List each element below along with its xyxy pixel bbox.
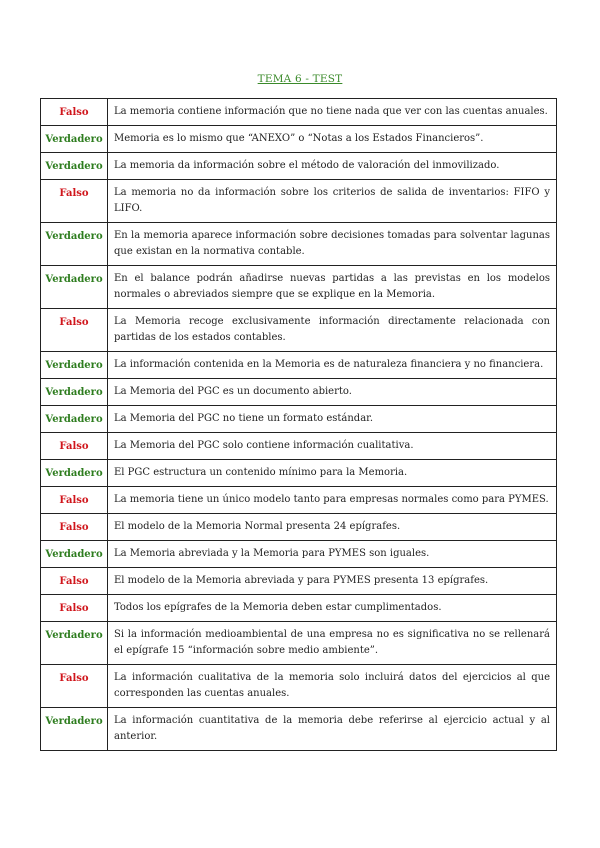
answer-cell: Falso — [41, 180, 108, 223]
statement-cell: El PGC estructura un contenido mínimo para la Memoria. — [108, 460, 557, 487]
statement-cell: La Memoria del PGC solo contiene información cualitativa. — [108, 433, 557, 460]
answer-cell: Falso — [41, 595, 108, 622]
table-row — [41, 595, 557, 622]
answer-cell: Verdadero — [41, 708, 108, 751]
statement-cell: La información cuantitativa de la memoria debe referirse al ejercicio actual y al anterior. — [108, 708, 557, 751]
statement-cell: La Memoria abreviada y la Memoria para PYMES son iguales. — [108, 541, 557, 568]
table-row — [41, 487, 557, 514]
statement-cell: La memoria da información sobre el método de valoración del inmovilizado. — [108, 153, 557, 180]
table-row — [41, 266, 557, 309]
table-row — [41, 708, 557, 751]
table-row — [41, 433, 557, 460]
answer-cell: Verdadero — [41, 223, 108, 266]
answer-cell: Falso — [41, 99, 108, 126]
statement-cell: La información contenida en la Memoria es de naturaleza financiera y no financiera. — [108, 352, 557, 379]
statement-cell: La información cualitativa de la memoria solo incluirá datos del ejercicios al que corresponden las cuentas anuales. — [108, 665, 557, 708]
statement-cell: En la memoria aparece información sobre decisiones tomadas para solventar lagunas que existan en la normativa contable. — [108, 223, 557, 266]
quiz-table-body — [41, 99, 557, 751]
table-row — [41, 223, 557, 266]
answer-cell: Verdadero — [41, 352, 108, 379]
page-title: TEMA 6 - TEST — [257, 73, 343, 85]
statement-cell: Memoria es lo mismo que “ANEXO” o “Notas a los Estados Financieros”. — [108, 126, 557, 153]
table-row — [41, 126, 557, 153]
answer-cell: Verdadero — [41, 153, 108, 180]
statement-cell: Todos los epígrafes de la Memoria deben estar cumplimentados. — [108, 595, 557, 622]
answer-cell: Verdadero — [41, 460, 108, 487]
table-row — [41, 665, 557, 708]
statement-cell: La Memoria del PGC es un documento abierto. — [108, 379, 557, 406]
table-row — [41, 622, 557, 665]
table-row — [41, 541, 557, 568]
answer-cell: Verdadero — [41, 406, 108, 433]
statement-cell: La memoria no da información sobre los criterios de salida de inventarios: FIFO y LIFO. — [108, 180, 557, 223]
answer-cell: Verdadero — [41, 379, 108, 406]
statement-cell: La Memoria del PGC no tiene un formato estándar. — [108, 406, 557, 433]
table-row — [41, 406, 557, 433]
answer-cell: Verdadero — [41, 541, 108, 568]
quiz-table — [40, 98, 557, 751]
table-row — [41, 99, 557, 126]
table-row — [41, 568, 557, 595]
table-row — [41, 180, 557, 223]
answer-cell: Verdadero — [41, 266, 108, 309]
table-row — [41, 379, 557, 406]
table-row — [41, 309, 557, 352]
table-row — [41, 460, 557, 487]
statement-cell: La memoria contiene información que no tiene nada que ver con las cuentas anuales. — [108, 99, 557, 126]
statement-cell: La memoria tiene un único modelo tanto para empresas normales como para PYMES. — [108, 487, 557, 514]
answer-cell: Falso — [41, 514, 108, 541]
table-row — [41, 352, 557, 379]
answer-cell: Falso — [41, 487, 108, 514]
statement-cell: En el balance podrán añadirse nuevas partidas a las previstas en los modelos normales o abreviados siempre que se explique en la Memoria. — [108, 266, 557, 309]
table-row — [41, 153, 557, 180]
statement-cell: Si la información medioambiental de una empresa no es significativa no se rellenará el epígrafe 15 “información sobre medio ambiente”. — [108, 622, 557, 665]
answer-cell: Verdadero — [41, 622, 108, 665]
answer-cell: Falso — [41, 309, 108, 352]
table-row — [41, 514, 557, 541]
statement-cell: El modelo de la Memoria abreviada y para PYMES presenta 13 epígrafes. — [108, 568, 557, 595]
answer-cell: Falso — [41, 568, 108, 595]
statement-cell: La Memoria recoge exclusivamente información directamente relacionada con partidas de los estados contables. — [108, 309, 557, 352]
answer-cell: Verdadero — [41, 126, 108, 153]
answer-cell: Falso — [41, 433, 108, 460]
statement-cell: El modelo de la Memoria Normal presenta 24 epígrafes. — [108, 514, 557, 541]
answer-cell: Falso — [41, 665, 108, 708]
